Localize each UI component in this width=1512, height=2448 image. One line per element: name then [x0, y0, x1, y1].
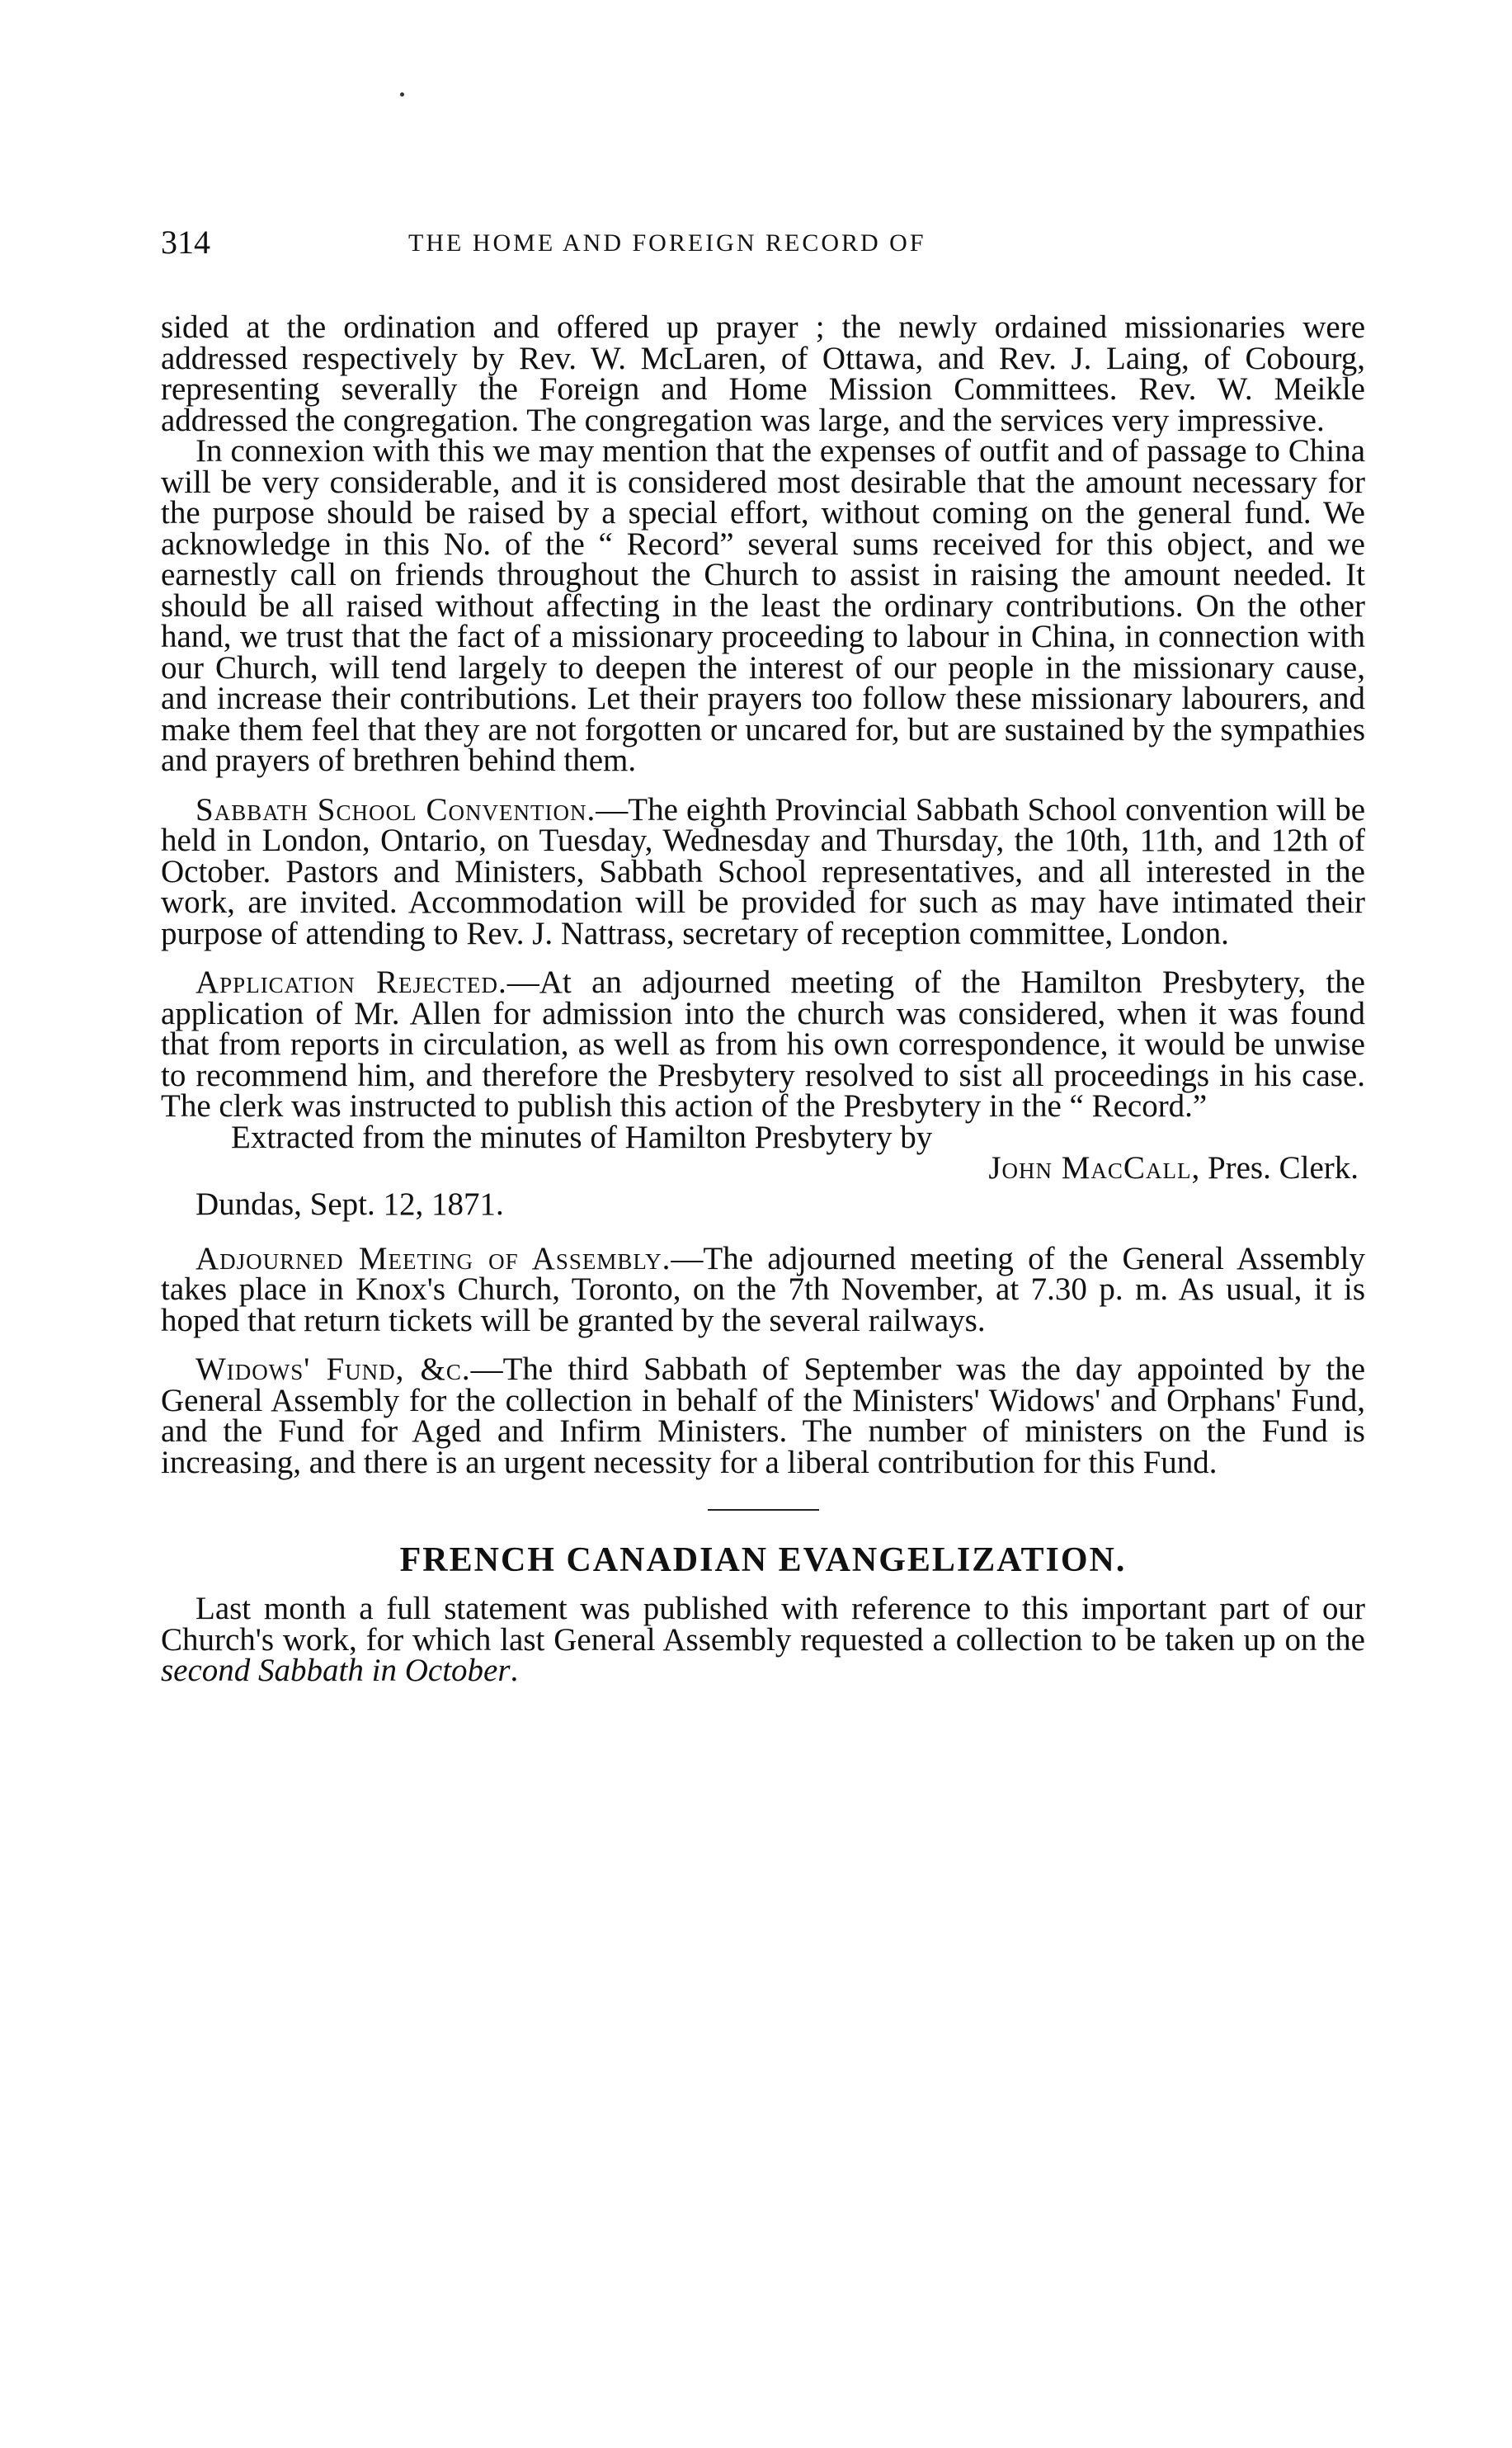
- adjourned-meeting-body: —The adjourned meeting of the General Assembly takes place in Knox's Church, Toronto, on the 7th November, at 7.30 p. m. As usual, it is hoped that return tickets will be granted by the several railways.: [161, 1240, 1365, 1338]
- place-date: Dundas, Sept. 12, 1871.: [195, 1186, 504, 1222]
- french-canadian-body-italic: second Sabbath in October: [161, 1653, 511, 1688]
- signature-title: , Pres. Clerk.: [1191, 1150, 1359, 1186]
- paragraph-sabbath-school-convention: [161, 791, 1365, 951]
- widows-fund-heading: Widows' Fund, &c.: [195, 1351, 471, 1387]
- sabbath-school-body: —The eighth Provincial Sabbath School convention will be held in London, Ontario, on Tuesday, Wednesday and Thursday, the 10th, 11th, and 12th of October. Pastors and Ministers, Sabbath School representatives, and all interested in the work, are invited. Accommodation will be provided for such as may have intimated their purpose of attending to Rev. J. Nattrass, secretary of reception committee, London.: [161, 791, 1365, 951]
- page-number: 314: [161, 224, 210, 261]
- signature-name: John MacCall: [988, 1150, 1192, 1186]
- french-canadian-body-end: .: [510, 1653, 519, 1688]
- paragraph-application-rejected: [161, 967, 1365, 1122]
- french-canadian-body-start: Last month a full statement was published with reference to this important part of our Church's work, for which last General Assembly requested a collection to be taken up on the: [161, 1591, 1365, 1658]
- extract-line: Extracted from the minutes of Hamilton Presbytery by: [231, 1119, 933, 1155]
- stray-mark: [400, 92, 404, 97]
- page-header: [161, 223, 1365, 272]
- widows-fund-body: —The third Sabbath of September was the day appointed by the General Assembly for the collection in behalf of the Ministers' Widows' and Orphans' Fund, and the Fund for Aged and Infirm Ministers. The number of ministers on the Fund is increasing, and there is an urgent necessity for a liberal contribution for this Fund.: [161, 1351, 1365, 1480]
- paragraph-french-canadian: [161, 1593, 1365, 1686]
- paragraph-widows-fund: [161, 1351, 1365, 1480]
- page: [161, 223, 1365, 1686]
- section-heading: FRENCH CANADIAN EVANGELIZATION.: [399, 1541, 1127, 1579]
- application-rejected-heading: Application Rejected.: [195, 965, 507, 1000]
- adjourned-meeting-heading: Adjourned Meeting of Assembly.: [195, 1240, 671, 1276]
- application-rejected-body: —At an adjourned meeting of the Hamilton Presbytery, the application of Mr. Allen for admission into the church was considered, when it was found that from reports in circulation, as well as from his own correspondence, it would be unwise to recommend him, and therefore the Presbytery resolved to sist all proceedings in his case. The clerk was instructed to publish this action of the Presbytery in the “ Record.”: [161, 965, 1365, 1124]
- signature: [161, 1150, 1365, 1186]
- paragraph-adjourned-meeting: [161, 1240, 1365, 1338]
- section-divider: [708, 1509, 819, 1511]
- paragraph-ordination: sided at the ordination and offered up prayer ; the newly ordained missionaries were addressed respectively by Rev. W. McLaren, of Ottawa, and Rev. J. Laing, of Cobourg, representing severally the Foreign and Home Mission Committees. Rev. W. Meikle addressed the congregation. The congregation was large, and the services very impressive.: [161, 309, 1365, 438]
- sabbath-school-heading: Sabbath School Convention.: [195, 791, 596, 828]
- running-head: THE HOME AND FOREIGN RECORD OF: [408, 229, 926, 257]
- paragraph-china-expenses: In connexion with this we may mention that the expenses of outfit and of passage to China will be very considerable, and it is considered most desirable that the amount necessary for the purpose should be raised by a special effort, without coming on the general fund. We acknowledge in this No. of the “ Record” several sums received for this object, and we earnestly call on friends throughout the Church to assist in raising the amount needed. It should be all raised without affecting in the least the ordinary contributions. On the other hand, we trust that the fact of a missionary proceeding to labour in China, in connection with our Church, will tend largely to deepen the interest of our people in the missionary cause, and increase their contributions. Let their prayers too follow these missionary labourers, and make them feel that they are not forgotten or uncared for, but are sustained by the sympathies and prayers of brethren behind them.: [161, 433, 1365, 778]
